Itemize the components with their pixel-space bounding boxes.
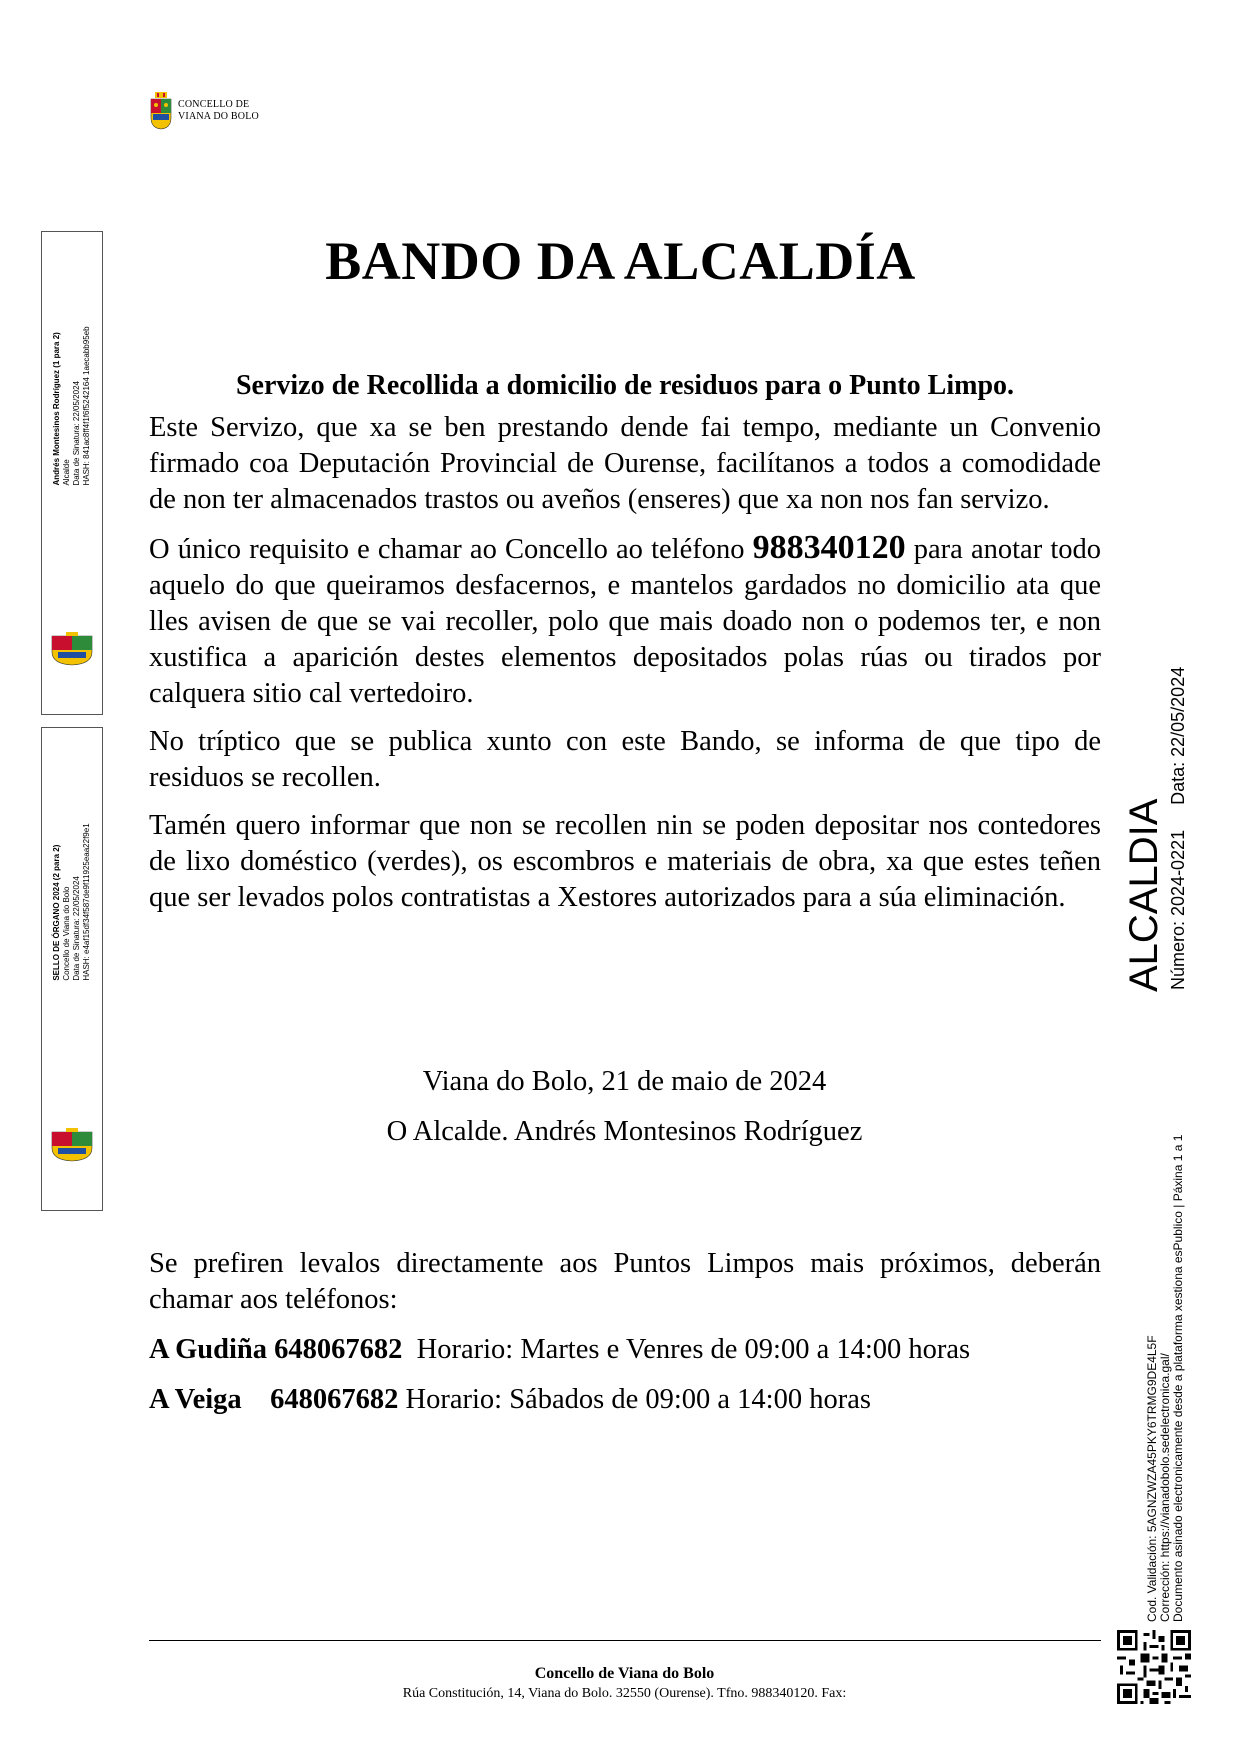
clean-point-gudina: A Gudiña 648067682 Horario: Martes e Venres de 09:00 a 14:00 horas <box>149 1334 971 1365</box>
footer-address: Rúa Constitución, 14, Viana do Bolo. 32550 (Ourense). Tfno. 988340120. Fax: <box>402 1686 847 1701</box>
document-body <box>149 368 1101 928</box>
document-title: BANDO DA ALCALDÍA <box>325 231 916 291</box>
signer: O Alcalde. Andrés Montesinos Rodríguez <box>386 1116 863 1147</box>
qr-code-icon <box>1117 1630 1191 1704</box>
footer-org: Concello de Viana do Bolo <box>534 1665 715 1682</box>
signature-text: SELLO DE ÓRGANO 2024 (2 para 2) Concello de Viana do Bolo Data de Sinatura: 22/05/2024 HASH: e4af15df34f587de9f11925eaa22f9e1 <box>52 822 91 981</box>
phone-number: 988340120 <box>752 529 906 566</box>
document-number-date: Número: 2024-0221 Data: 22/05/2024 <box>1168 666 1188 990</box>
paragraph-rubble: Tamén quero informar que non se recollen nin se poden depositar nos contedores de lixo doméstico (verdes), os escombros e materiais de obra, xa que estes teñen que ser levados polos contratistas a Xestores autorizados para a súa eliminación. <box>149 810 1101 913</box>
document-subtitle: Servizo de Recollida a domicilio de residuos para o Punto Limpo. <box>235 370 1015 401</box>
clean-point-veiga: A Veiga 648067682 Horario: Sábados de 09:00 a 14:00 horas <box>149 1384 871 1415</box>
org-name: CONCELLO DE VIANA DO BOLO <box>178 99 259 122</box>
coat-of-arms-icon <box>48 632 96 666</box>
coat-of-arms-icon <box>150 92 172 130</box>
place-date: Viana do Bolo, 21 de maio de 2024 <box>422 1066 827 1097</box>
paragraph-service: Este Servizo, que xa se ben prestando dende fai tempo, mediante un Convenio firmado coa Deputación Provincial de Ourense, facilítanos a todos a comodidade de non ter almacenados trastos ou aveños (enseres) que xa non nos fan servizo. <box>149 412 1101 515</box>
footer-divider <box>149 1640 1101 1641</box>
department-stamp: ALCALDIA <box>1122 798 1166 992</box>
header-logo <box>150 92 259 130</box>
paragraph-requirement: O único requisito e chamar ao Concello ao teléfono 988340120 para anotar todo aquelo do que queiramos desfacernos, e mantelos gardados no domicilio ata que lles avisen de que se vai recoller, polo que mais doado non o podemos ter, e non xustifica a aparición destes elementos depositados polas rúas ou tirados por calquera sitio cal vertedoiro. <box>149 529 1102 709</box>
paragraph-clean-points: Se prefiren levalos directamente aos Puntos Limpos mais próximos, deberán chamar aos teléfonos: <box>149 1248 1101 1315</box>
validation-block: Cod. Validación: 5AGNZWZA45PKY6TRMG9DE4L5F Corrección: https://vianadobolo.sedelectronica.gal/ Documento asinado electronicamente desde a plataforma xestiona esPublico | Páxina 1 a 1 <box>1145 1134 1185 1622</box>
signature-text: Andrés Montesinos Rodríguez (1 para 2) Alcalde Data de Sinatura: 22/05/2024 HASH: 841ac8ff4f1f6f5242164 1aecabb95eb <box>52 325 91 486</box>
paragraph-triptych: No tríptico que se publica xunto con este Bando, se informa de que tipo de residuos se recollen. <box>149 726 1101 793</box>
clean-points-section <box>149 1246 1101 1432</box>
signature-box-mayor <box>41 231 103 715</box>
